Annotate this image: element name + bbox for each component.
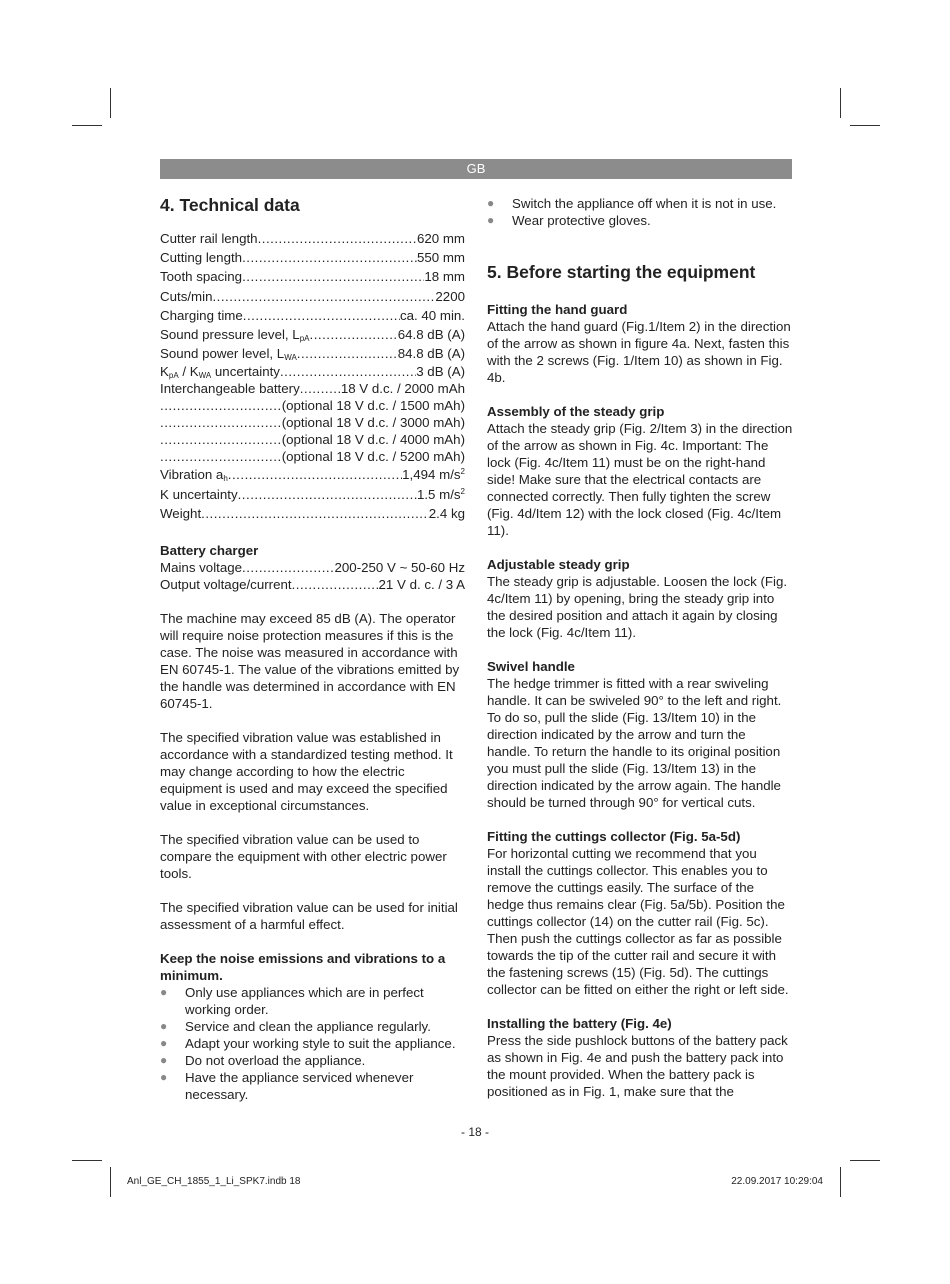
noise-list <box>160 984 465 1103</box>
spec-row-battery: Interchangeable battery ..... 18 V d.c. / 2000 mAh <box>160 380 465 397</box>
crop-mark <box>850 1160 880 1161</box>
charger-spec-table <box>160 559 465 593</box>
bullet-dot-icon: ● <box>160 1035 168 1050</box>
spec-row: Cutting length ..... 550 mm <box>160 248 465 267</box>
bullet-dot-icon: ● <box>160 1052 168 1067</box>
list-item: ● Do not overload the appliance. <box>160 1052 366 1068</box>
bullet-dot-icon: ● <box>160 1018 168 1033</box>
page-number: - 18 - <box>460 1125 489 1139</box>
crop-mark <box>850 125 880 126</box>
spec-row: Cutter rail length ..... 620 mm <box>160 229 465 248</box>
language-code: GB <box>466 161 486 176</box>
section-text: Press the side pushlock buttons of the battery pack as shown in Fig. 4e and push the battery pack into the mount provided. When the battery pack is positioned as in Fig. 1, make sure that the <box>487 1033 788 1099</box>
spec-row-sound-pressure: Sound pressure level, $L_{pA}$ ..... 64.8 dB (A) <box>160 325 465 344</box>
section-text: Attach the steady grip (Fig. 2/Item 3) in the direction of the arrow as shown in Fig. 4c. Important: The lock (Fig. 4c/Item 11) must be on the right-hand side! Make sure that the electrical contacts are connected correctly. Then fully tighten the screw (Fig. 4d/Item 12) with the lock closed (Fig. 4c/Item 11). <box>487 421 793 538</box>
bullet-dot-icon: ● <box>160 984 168 999</box>
section-text: The hedge trimmer is fitted with a rear swiveling handle. It can be swiveled 90° to the left and right. To do so, pull the slide (Fig. 13/Item 10) in the direction indicated by the arrow and turn the handle. To return the handle to its original position you must pull the slide (Fig. 13/Item 13) in the direction indicated by the arrow again. The handle should be turned through 90° for vertical cuts. <box>487 676 782 810</box>
spec-row: Tooth spacing ..... 18 mm <box>160 267 465 286</box>
list-item: ● Only use appliances which are in perfect working order. <box>160 984 424 1017</box>
paragraph: The specified vibration value can be used for initial assessment of a harmful effect. <box>160 899 458 932</box>
section-text: The steady grip is adjustable. Loosen the lock (Fig. 4c/Item 11) by opening, bring the steady grip into the desired position and attach it again by closing the lock (Fig. 4c/Item 11). <box>487 574 788 640</box>
crop-mark <box>72 125 102 126</box>
noise-heading: Keep the noise emissions and vibrations to a minimum. <box>160 950 446 983</box>
paragraph: The specified vibration value was established in accordance with a standardized testing method. It may change according to how the electric equipment is used and may exceed the specified value in exceptional circumstances. <box>160 729 453 813</box>
list-item: ● Adapt your working style to suit the appliance. <box>160 1035 456 1051</box>
technical-data-heading: 4. Technical data <box>160 195 300 215</box>
crop-mark <box>72 1160 102 1161</box>
crop-mark <box>840 88 841 118</box>
section-text: For horizontal cutting we recommend that you install the cuttings collector. This enables you to remove the cuttings easily. The surface of the hedge thus remains clear (Fig. 5a/5b). Position the cuttings collector (14) on the cutter rail (Fig. 5c). Then push the cuttings collector as far as possible towards the tip of the cutter rail and secure it with the fastening screws (15) (Fig. 5d). The cuttings collector can be fitted on either the right or left side. <box>487 846 789 997</box>
paragraph: The specified vibration value can be used to compare the equipment with other electric power tools. <box>160 831 447 881</box>
spec-row-battery-option: ..... (optional 18 V d.c. / 4000 mAh) <box>160 431 465 448</box>
spec-row-battery-option: ..... (optional 18 V d.c. / 3000 mAh) <box>160 414 465 431</box>
bullet-dot-icon: ● <box>487 196 495 210</box>
list-item: ● Have the appliance serviced whenever necessary. <box>160 1069 414 1102</box>
spec-row-sound-power: Sound power level, $L_{WA}$ ..... 84.8 dB (A) <box>160 344 465 363</box>
spec-row-k-uncertainty: K uncertainty ..... 1.5 $m/s^2$ <box>160 485 465 504</box>
section-heading: Fitting the hand guard <box>487 302 628 317</box>
bullet-dot-icon: ● <box>487 213 495 227</box>
spec-row-battery-option: ..... (optional 18 V d.c. / 1500 mAh) <box>160 397 465 414</box>
footer-datetime: 22.09.2017 10:29:04 <box>731 1176 823 1187</box>
list-item: ● Service and clean the appliance regularly. <box>160 1018 431 1034</box>
spec-row: Mains voltage ..... 200-250 V ~ 50-60 Hz <box>160 559 465 576</box>
spec-row: Charging time ..... ca. 40 min. <box>160 306 465 325</box>
paragraph: The machine may exceed 85 dB (A). The operator will require noise protection measures if this is the case. The noise was measured in accordance with EN 60745-1. The value of the vibrations emitted by the handle was determined in accordance with EN 60745-1. <box>160 610 460 711</box>
right-column <box>487 193 793 1100</box>
spec-row-weight: Weight ..... 2.4 kg <box>160 504 465 523</box>
section-heading: Assembly of the steady grip <box>487 404 665 419</box>
list-item: ● Switch the appliance off when it is not in use. <box>487 196 777 211</box>
bullet-dot-icon: ● <box>160 1069 168 1084</box>
crop-mark <box>110 1167 111 1197</box>
crop-mark <box>110 88 111 118</box>
section-heading: Swivel handle <box>487 659 575 674</box>
list-item: ● Wear protective gloves. <box>487 213 651 228</box>
safety-list <box>487 195 793 229</box>
battery-charger-heading: Battery charger <box>160 542 259 558</box>
crop-mark <box>840 1167 841 1197</box>
spec-row-uncertainty: $K_{pA} / K_{WA}$ uncertainty ..... 3 dB (A) <box>160 363 465 380</box>
spec-row: Output voltage/current ..... 21 V d. c. / 3 A <box>160 576 465 593</box>
before-starting-heading: 5. Before starting the equipment <box>487 262 756 282</box>
left-column <box>160 193 465 1103</box>
spec-row-battery-option: ..... (optional 18 V d.c. / 5200 mAh) <box>160 448 465 465</box>
section-heading: Adjustable steady grip <box>487 557 630 572</box>
spec-row-vibration: Vibration $a_h$ ..... 1,494 $m/s^2$ <box>160 465 465 484</box>
section-heading: Installing the battery (Fig. 4e) <box>487 1016 672 1031</box>
spec-row: Cuts/min ..... 2200 <box>160 287 465 306</box>
section-heading: Fitting the cuttings collector (Fig. 5a-5d) <box>487 829 741 844</box>
spec-table <box>160 229 465 523</box>
footer-file-name: Anl_GE_CH_1855_1_Li_SPK7.indb 18 <box>127 1176 301 1187</box>
section-text: Attach the hand guard (Fig.1/Item 2) in the direction of the arrow as shown in figure 4a. Next, fasten this with the 2 screws (Fig. 1/Item 10) as shown in Fig. 4b. <box>487 319 791 385</box>
language-header-bar <box>160 159 792 179</box>
